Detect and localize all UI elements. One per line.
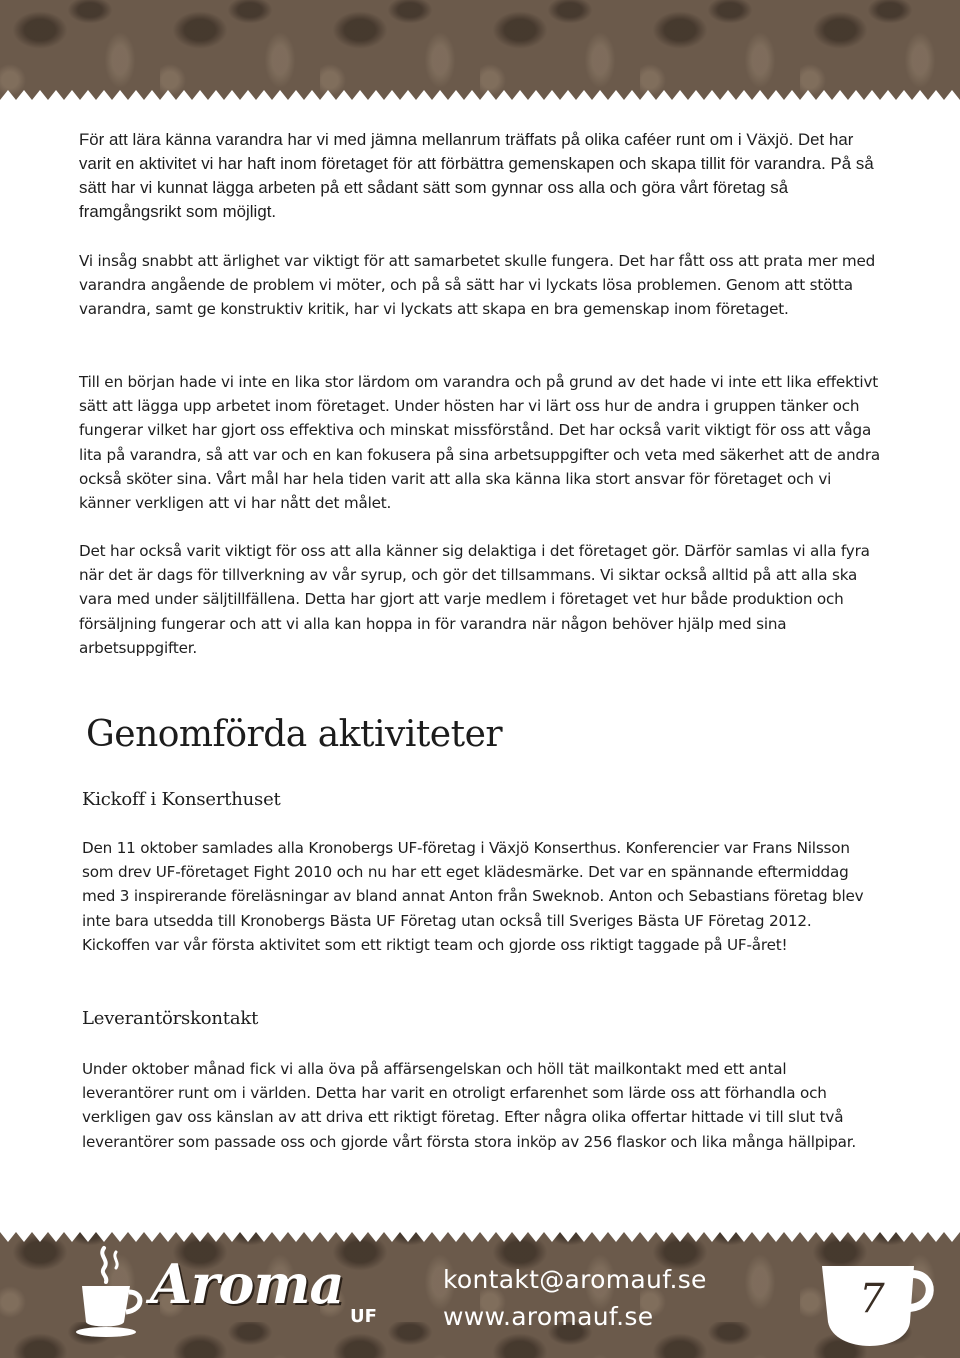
- page-number: 7: [859, 1276, 885, 1322]
- logo-wordmark: Aroma: [150, 1252, 344, 1316]
- section-heading-activities: Genomförda aktiviteter: [86, 714, 503, 755]
- coffee-cup-icon: [74, 1242, 146, 1342]
- header-zigzag-edge: [0, 86, 960, 114]
- paragraph-supplier: Under oktober månad fick vi alla öva på affärsengelskan och höll tät mailkontakt med ett antal leverantörer runt om i världen. Detta har varit en otroligt erfarenhet som lärde oss att förhandla och verkligen gav oss känslan av att driva ett riktigt företag. Efter några olika offertar hittade vi till slut två leverantörer som passade oss och gjorde vårt första stora inköp av 256 flaskor och lika många hällpipar.: [82, 1060, 857, 1151]
- intro-section: [79, 128, 884, 224]
- contact-website: www.aromauf.se: [443, 1302, 654, 1331]
- paragraph-honesty: Vi insåg snabbt att ärlighet var viktigt för att samarbetet skulle fungera. Det har fått oss att prata mer med varandra angående de problem vi möter, och på så sätt har vi lyckats lösa problemen. Genom att stötta varandra, samt ge konstruktiv kritik, har vi lyckats att skapa en bra gemenskap inom företaget.: [79, 252, 876, 319]
- subheading-kickoff: Kickoff i Konserthuset: [82, 789, 281, 810]
- contact-email: kontakt@aromauf.se: [443, 1265, 707, 1294]
- paragraph-cafe-meetings: För att lära känna varandra har vi med jämna mellanrum träffats på olika caféer runt om i Växjö. Det har varit en aktivitet vi har haft inom företaget för att förbättra gemenskapen och skapa tillit för varandra. På så sätt har vi kunnat lägga arbeten på ett sådant sätt som gynnar oss alla och göra vårt företag så framgångsrikt som möjligt.: [79, 130, 874, 221]
- paragraph-participation: Det har också varit viktigt för oss att alla känner sig delaktiga i det företaget gör. Därför samlas vi alla fyra när det är dags för tillverkning av vår syrup, och gör det tillsammans. Vi siktar också alltid på att alla ska vara med under säljtillfällena. Detta har gjort att varje medlem i företaget vet hur både produktion och försäljning fungerar och att vi alla kan hoppa in för varandra när någon behöver hjälp med sina arbetsuppgifter.: [79, 542, 870, 657]
- logo-uf-label: UF: [350, 1306, 377, 1327]
- subheading-supplier: Leverantörskontakt: [82, 1008, 259, 1029]
- paragraph-learning: Till en början hade vi inte en lika stor lärdom om varandra och på grund av det hade vi inte ett lika effektivt sätt att lägga upp arbetet inom företaget. Under hösten har vi lärt oss hur de andra i gruppen tänker och fungerar vilket har gjort oss effektiva och minskat missförstånd. Det har också varit viktigt för oss att våga lita på varandra, så att var och en kan fokusera på sina arbetsuppgifter och veta med säkerhet att de andra också sköter sina. Vårt mål har hela tiden varit att alla ska känna lika stort ansvar för företaget och vi känner verkligen att vi har nått det målet.: [79, 373, 881, 513]
- paragraph-kickoff: Den 11 oktober samlades alla Kronobergs UF-företag i Växjö Konserthus. Konferencier var Frans Nilsson som drev UF-företaget Fight 2010 och nu har ett eget klädesmärke. Det var en spännande eftermiddag med 3 inspirerande föreläsningar av bland annat Anton från Sweknob. Anton och Sebastians företag blev inte bara utsedda till Kronobergs Bästa UF Företag utan också till Sveriges Bästa UF Företag 2012. Kickoffen var vår första aktivitet som ett riktigt team och gjorde oss riktigt taggade på UF-året!: [82, 839, 864, 954]
- aroma-logo: [150, 1252, 390, 1332]
